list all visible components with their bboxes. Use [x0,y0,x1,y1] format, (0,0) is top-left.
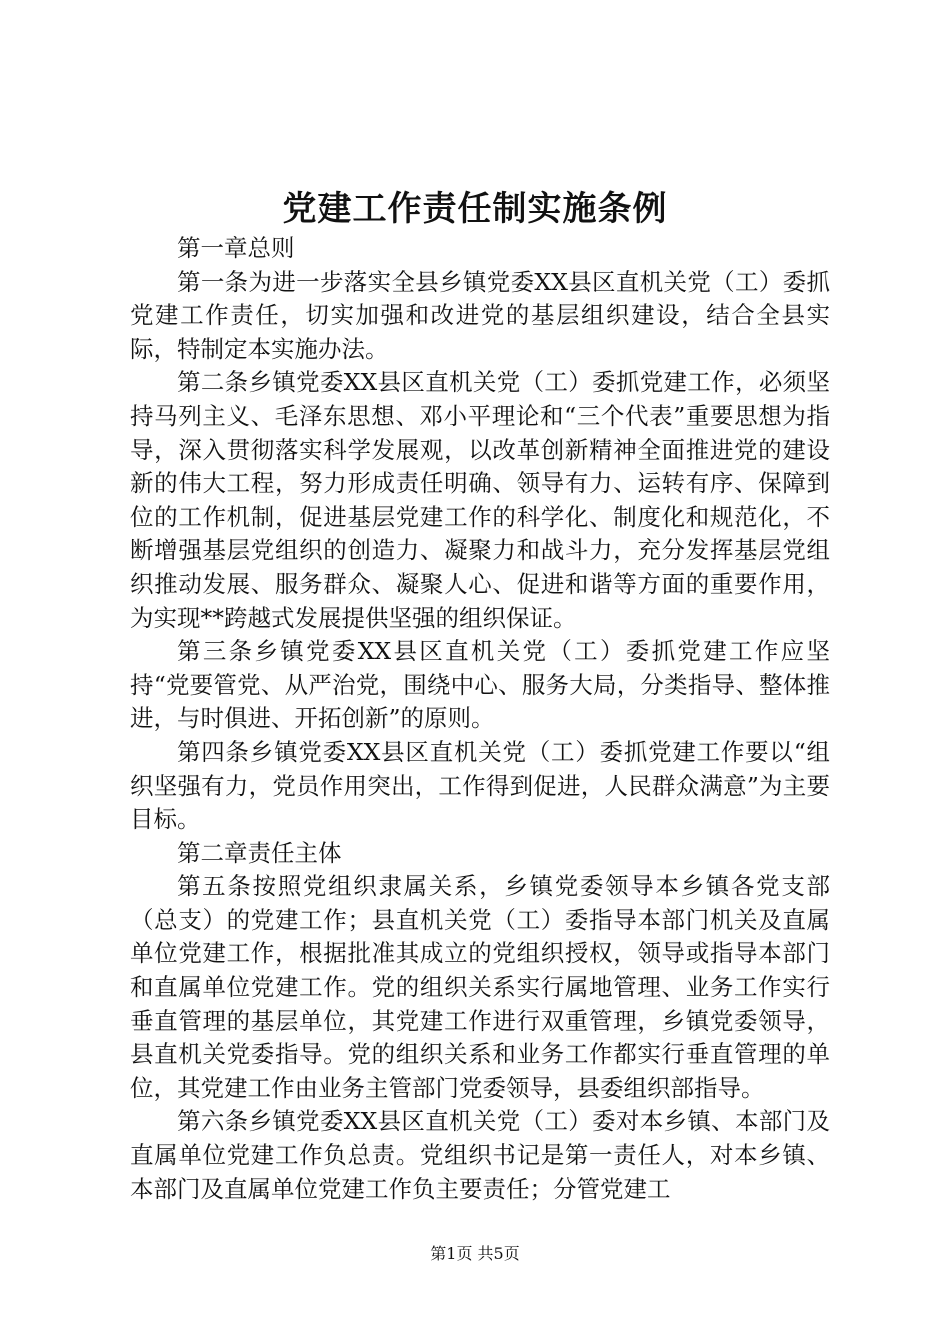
article-paragraph: 第六条乡镇党委XX县区直机关党（工）委对本乡镇、本部门及直属单位党建工作负总责。党组织书记是第一责任人，对本乡镇、本部门及直属单位党建工作负主要责任；分管党建工 [130,1107,830,1203]
chapter-heading: 第二章责任主体 [177,838,342,867]
article-paragraph: 第四条乡镇党委XX县区直机关党（工）委抓党建工作要以“组织坚强有力，党员作用突出，工作得到促进，人民群众满意”为主要目标。 [130,737,830,834]
page-footer: 第1页 共5页 [430,1244,520,1263]
document-body [130,232,830,1206]
article-paragraph: 第二条乡镇党委XX县区直机关党（工）委抓党建工作，必须坚持马列主义、毛泽东思想、邓小平理论和“三个代表”重要思想为指导，深入贯彻落实科学发展观，以改革创新精神全面推进党的建设新的伟大工程，努力形成责任明确、领导有力、运转有序、保障到位的工作机制，促进基层党建工作的科学化、制度化和规范化，不断增强基层党组织的创造力、凝聚力和战斗力，充分发挥基层党组织推动发展、服务群众、凝聚人心、促进和谐等方面的重要作用，为实现**跨越式发展提供坚强的组织保证。 [130,368,830,632]
article-paragraph: 第一条为进一步落实全县乡镇党委XX县区直机关党（工）委抓党建工作责任，切实加强和改进党的基层组织建设，结合全县实际，特制定本实施办法。 [130,267,830,363]
document-title: 党建工作责任制实施条例 [282,189,668,229]
chapter-heading: 第一章总则 [177,234,295,262]
article-paragraph: 第三条乡镇党委XX县区直机关党（工）委抓党建工作应坚持“党要管党、从严治党，围绕中心、服务大局，分类指导、整体推进，与时俱进、开拓创新”的原则。 [130,637,830,733]
article-paragraph: 第五条按照党组织隶属关系，乡镇党委领导本乡镇各党支部（总支）的党建工作；县直机关党（工）委指导本部门机关及直属单位党建工作，根据批准其成立的党组织授权，领导或指导本部门和直属单位党建工作。党的组织关系实行属地管理、业务工作实行垂直管理的基层单位，其党建工作进行双重管理，乡镇党委领导，县直机关党委指导。党的组织关系和业务工作都实行垂直管理的单位，其党建工作由业务主管部门党委领导，县委组织部指导。 [130,872,830,1102]
